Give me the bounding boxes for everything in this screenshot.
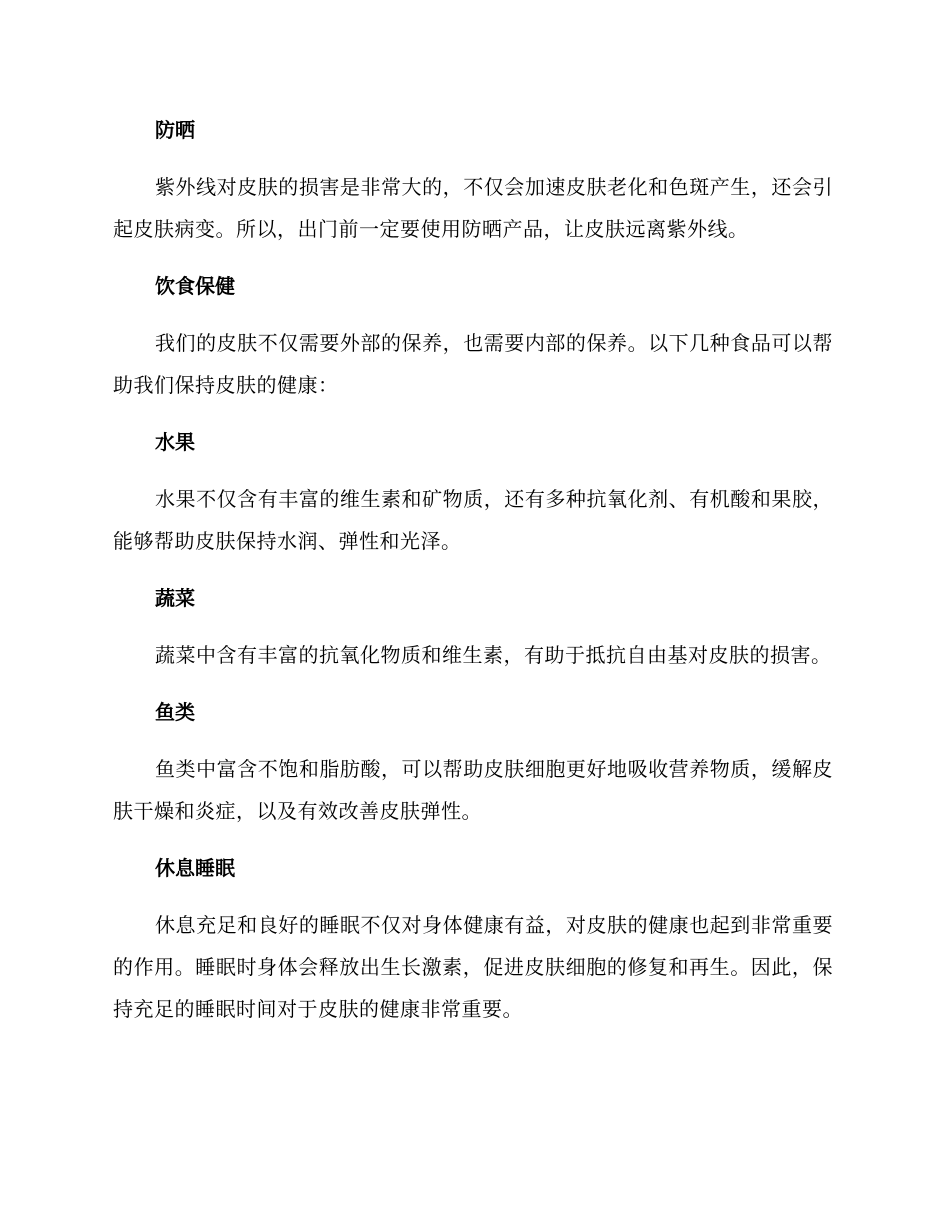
section-sleep xyxy=(113,848,833,1030)
section-heading: 休息睡眠 xyxy=(155,856,235,880)
section-heading: 水果 xyxy=(155,430,195,454)
section-paragraph: 休息充足和良好的睡眠不仅对身体健康有益，对皮肤的健康也起到非常重要的作用。睡眠时身体会释放出生长激素，促进皮肤细胞的修复和再生。因此，保持充足的睡眠时间对于皮肤的健康非常重要。 xyxy=(113,913,833,1021)
section-vegetables xyxy=(113,578,833,692)
section-paragraph: 鱼类中富含不饱和脂肪酸，可以帮助皮肤细胞更好地吸收营养物质，缓解皮肤干燥和炎症，以及有效改善皮肤弹性。 xyxy=(113,757,833,823)
document-body xyxy=(113,110,833,1030)
section-paragraph: 我们的皮肤不仅需要外部的保养，也需要内部的保养。以下几种食品可以帮助我们保持皮肤的健康： xyxy=(113,331,833,397)
section-paragraph: 蔬菜中含有丰富的抗氧化物质和维生素，有助于抵抗自由基对皮肤的损害。 xyxy=(155,643,832,667)
section-paragraph: 水果不仅含有丰富的维生素和矿物质，还有多种抗氧化剂、有机酸和果胶，能够帮助皮肤保持水润、弹性和光泽。 xyxy=(113,487,833,553)
section-heading: 饮食保健 xyxy=(155,274,235,298)
section-diet xyxy=(113,266,833,422)
section-heading: 蔬菜 xyxy=(155,586,195,610)
section-sunscreen xyxy=(113,110,833,266)
section-heading: 防晒 xyxy=(155,118,195,142)
section-fish xyxy=(113,692,833,848)
section-fruit xyxy=(113,422,833,578)
section-heading: 鱼类 xyxy=(155,700,195,724)
section-paragraph: 紫外线对皮肤的损害是非常大的，不仅会加速皮肤老化和色斑产生，还会引起皮肤病变。所以，出门前一定要使用防晒产品，让皮肤远离紫外线。 xyxy=(113,175,833,241)
